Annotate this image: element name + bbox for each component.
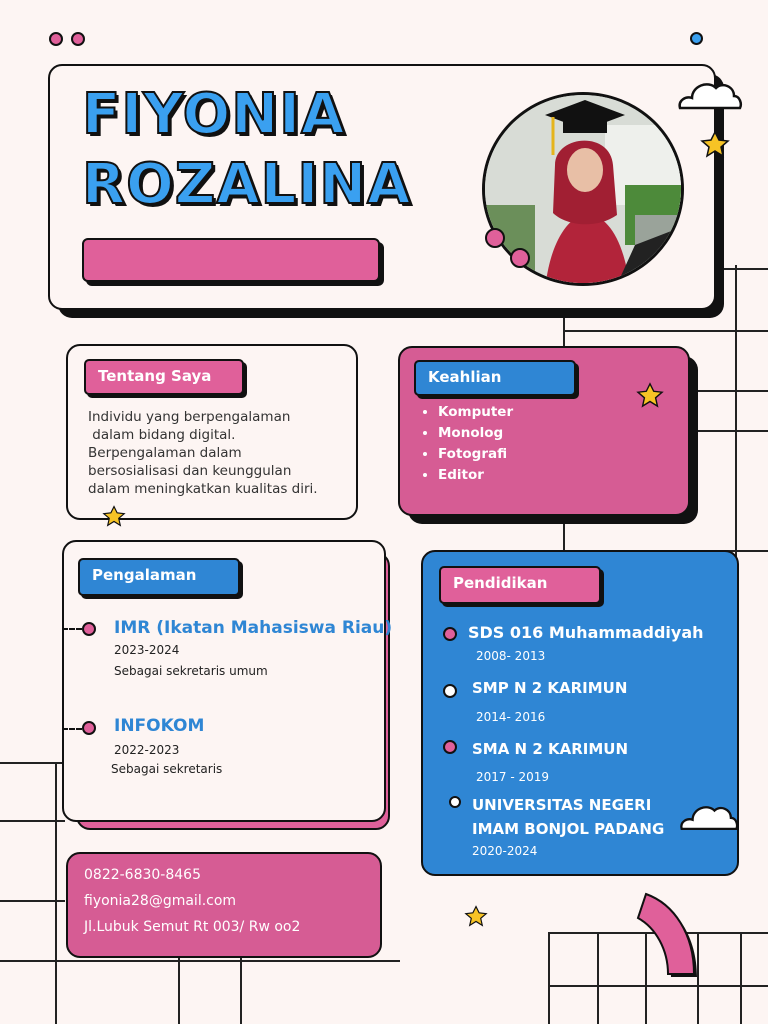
skill-item: • Fotografi xyxy=(438,444,513,465)
experience-years: 2023-2024 xyxy=(114,643,180,657)
about-line: bersosialisasi dan keunggulan xyxy=(88,463,292,479)
timeline-dot xyxy=(82,721,96,735)
timeline-dot xyxy=(443,684,457,698)
education-years: 2017 - 2019 xyxy=(476,770,550,784)
decor-dot xyxy=(49,32,63,46)
about-title: Tentang Saya xyxy=(84,359,244,395)
skill-item: • Editor xyxy=(438,465,513,486)
arc-shape xyxy=(630,890,700,980)
education-years: 2020-2024 xyxy=(472,844,538,858)
star-icon xyxy=(636,382,664,408)
education-years: 2014- 2016 xyxy=(476,710,546,724)
decor-dot xyxy=(690,32,703,45)
decor-dot xyxy=(71,32,85,46)
decor-dot xyxy=(510,248,530,268)
timeline-dot xyxy=(449,796,461,808)
education-school: SMP N 2 KARIMUN xyxy=(472,679,628,697)
decor-dot xyxy=(485,228,505,248)
experience-role: Sebagai sekretaris umum xyxy=(114,664,268,678)
first-name: FIYONIA xyxy=(82,82,346,147)
timeline-dot xyxy=(443,627,457,641)
star-icon xyxy=(102,505,126,527)
timeline-marker xyxy=(62,628,82,630)
timeline-dot xyxy=(443,740,457,754)
experience-org: IMR (Ikatan Mahasiswa Riau) xyxy=(114,618,393,638)
contact-phone: 0822-6830-8465 xyxy=(84,867,201,883)
education-years: 2008- 2013 xyxy=(476,649,546,663)
name-underline-bar xyxy=(82,238,380,282)
experience-role: Sebagai sekretaris xyxy=(111,762,223,776)
timeline-dot xyxy=(82,622,96,636)
about-text xyxy=(88,408,318,498)
experience-years: 2022-2023 xyxy=(114,743,180,757)
cloud-icon xyxy=(676,78,744,112)
education-title: Pendidikan xyxy=(439,566,601,604)
education-school: UNIVERSITAS NEGERI xyxy=(472,796,652,814)
about-line: Individu yang berpengalaman xyxy=(88,409,291,425)
education-school: SDS 016 Muhammaddiyah xyxy=(468,623,704,642)
star-icon xyxy=(464,905,488,927)
last-name: ROZALINA xyxy=(82,152,412,217)
star-icon xyxy=(700,130,730,158)
skill-item: • Komputer xyxy=(438,402,513,423)
experience-org: INFOKOM xyxy=(114,716,205,736)
cloud-icon xyxy=(678,800,740,834)
contact-email: fiyonia28@gmail.com xyxy=(84,893,237,909)
timeline-marker xyxy=(62,728,82,730)
skills-list xyxy=(420,402,513,486)
experience-title: Pengalaman xyxy=(78,558,240,596)
about-line: dalam meningkatkan kualitas diri. xyxy=(88,481,318,497)
skill-item: • Monolog xyxy=(438,423,513,444)
about-line: Berpengalaman dalam xyxy=(88,445,242,461)
about-line: dalam bidang digital. xyxy=(88,427,236,443)
education-school: SMA N 2 KARIMUN xyxy=(472,740,629,758)
education-school: IMAM BONJOL PADANG xyxy=(472,820,665,838)
contact-address: Jl.Lubuk Semut Rt 003/ Rw oo2 xyxy=(84,919,301,935)
skills-title: Keahlian xyxy=(414,360,576,396)
